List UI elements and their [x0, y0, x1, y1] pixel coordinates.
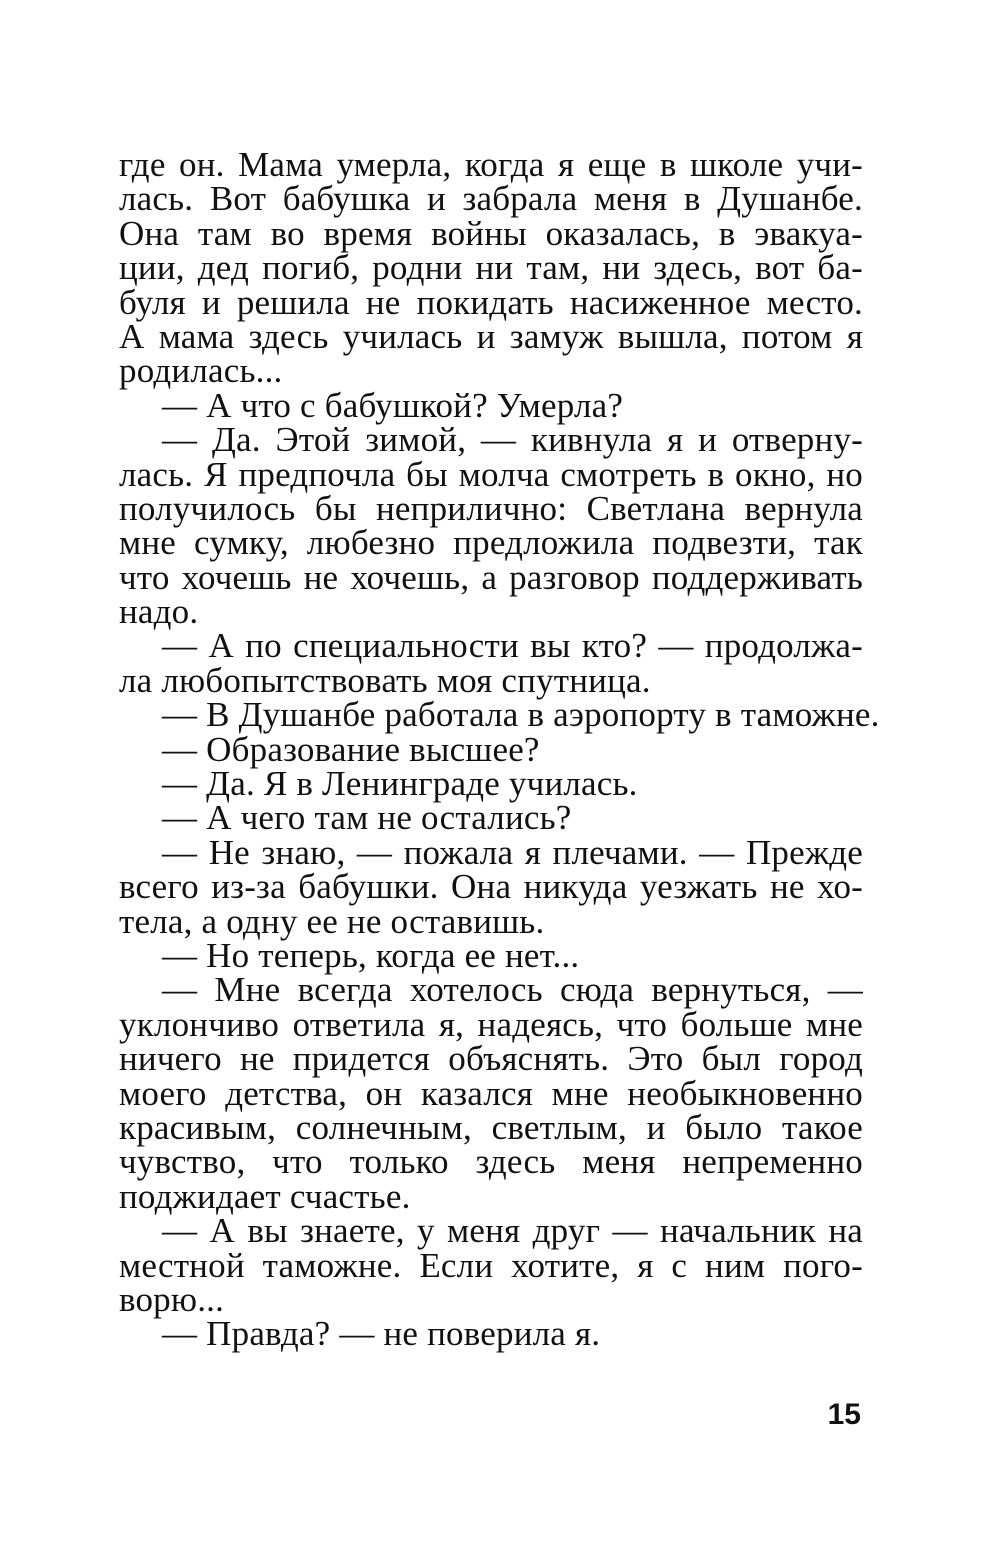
- text-line: Она там во время войны оказалась, в эвакуа-: [119, 213, 863, 253]
- text-line: получилось бы неприлично: Светлана вернула: [119, 488, 863, 528]
- text-line: уклончиво ответила я, надеясь, что больше мне: [119, 1004, 863, 1044]
- text-line: ничего не придется объяснять. Это был город: [119, 1039, 863, 1079]
- text-line: лась. Вот бабушка и забрала меня в Душанбе.: [119, 179, 863, 219]
- text-line: тела, а одну ее не оставишь.: [119, 901, 545, 941]
- text-line: — В Душанбе работала в аэропорту в таможне.: [162, 695, 880, 735]
- text-line: буля и решила не покидать насиженное место.: [119, 282, 863, 322]
- text-line: местной таможне. Если хотите, я с ним пого-: [119, 1245, 863, 1285]
- text-line: — Да. Этой зимой, — кивнула я и отверну-: [162, 420, 863, 460]
- page-number: 15: [827, 1398, 861, 1431]
- text-line: — А что с бабушкой? Умерла?: [162, 385, 624, 425]
- text-line: надо.: [119, 592, 199, 632]
- text-line: моего детства, он казался мне необыкновенно: [119, 1073, 863, 1113]
- text-line: ворю...: [119, 1279, 225, 1319]
- text-line: поджидает счастье.: [119, 1176, 411, 1216]
- text-line: ции, дед погиб, родни ни там, ни здесь, вот ба-: [119, 248, 863, 288]
- page-body: [119, 145, 880, 1354]
- text-line: — Мне всегда хотелось сюда вернуться, —: [162, 970, 863, 1010]
- text-line: — Образование высшее?: [162, 729, 540, 769]
- text-line: всего из-за бабушки. Она никуда уезжать не хо-: [119, 867, 863, 907]
- text-line: чувство, что только здесь меня непременно: [119, 1142, 863, 1182]
- text-line: где он. Мама умерла, когда я еще в школе учи-: [119, 145, 863, 184]
- text-line: — А вы знаете, у меня друг — начальник на: [162, 1211, 863, 1251]
- text-line: родилась...: [119, 351, 283, 391]
- text-line: — Но теперь, когда ее нет...: [162, 935, 580, 975]
- text-line: ла любопытствовать моя спутница.: [119, 660, 651, 700]
- text-line: красивым, солнечным, светлым, и было такое: [119, 1107, 863, 1147]
- text-line: что хочешь не хочешь, а разговор поддерживать: [119, 557, 863, 597]
- text-line: — А чего там не остались?: [162, 798, 572, 838]
- text-line: — Правда? — не поверила я.: [162, 1314, 601, 1354]
- text-line: мне сумку, любезно предложила подвезти, так: [119, 523, 863, 563]
- text-line: — Не знаю, — пожала я плечами. — Прежде: [162, 832, 863, 872]
- text-line: А мама здесь училась и замуж вышла, потом я: [119, 316, 863, 356]
- text-line: лась. Я предпочла бы молча смотреть в окно, но: [119, 454, 863, 494]
- text-line: — А по специальности вы кто? — продолжа-: [162, 626, 863, 666]
- text-line: — Да. Я в Ленинграде училась.: [162, 764, 638, 804]
